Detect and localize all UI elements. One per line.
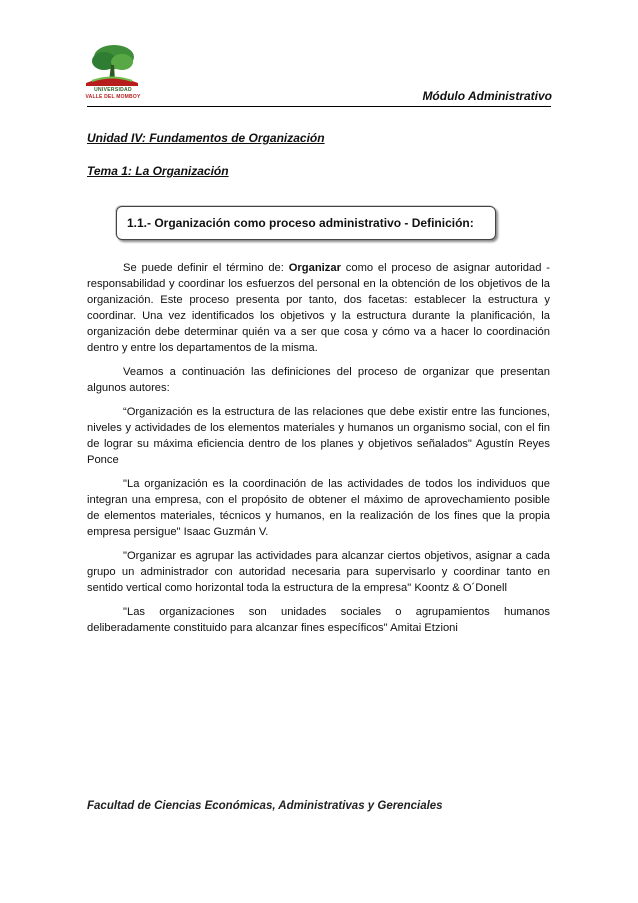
logo-text-line1: UNIVERSIDAD bbox=[94, 87, 132, 93]
paragraph-text: como el proceso de asignar autoridad - responsabilidad y coordinar los esfuerzos del personal en la obtención de los objetivos de la organización. Este proceso presenta por tanto, dos facetas: establecer la estructura y coordinar. Una vez identificados los objetivos y la estructura durante la planificación, la organización debe determinar quién va a ser que cosa y cómo va a hacer lo coordinación dentro y entre los departamentos de la misma. bbox=[87, 262, 550, 354]
body-text bbox=[87, 260, 550, 644]
university-logo bbox=[78, 43, 148, 105]
bold-term: Organizar bbox=[288, 262, 341, 274]
header-divider bbox=[87, 106, 551, 107]
quote-guzman: "La organización es la coordinación de las actividades de todos los individuos que integran una empresa, con el propósito de obtener el máximo de aprovechamiento posible de elementos materiales, técnicos y humanos, en la realización de los fines que la propia empresa persigue" Isaac Guzmán V. bbox=[87, 478, 550, 538]
paragraph-intro: Veamos a continuación las definiciones del proceso de organizar que presentan algunos autores: bbox=[87, 366, 550, 394]
topic-heading: Tema 1: La Organización bbox=[87, 164, 229, 178]
logo-text-line2: VALLE DEL MOMBOY bbox=[85, 94, 141, 100]
unit-heading: Unidad IV: Fundamentos de Organización bbox=[87, 131, 325, 145]
header-title: Módulo Administrativo bbox=[422, 89, 552, 103]
page-footer: Facultad de Ciencias Económicas, Administrativas y Gerenciales bbox=[87, 800, 443, 812]
quote-reyes-ponce: “Organización es la estructura de las relaciones que debe existir entre las funciones, niveles y actividades de los elementos materiales y humanos un organismo social, con el fin de lograr su máxima eficiencia dentro de los planes y objetivos señalados" Agustín Reyes Ponce bbox=[87, 406, 550, 466]
paragraph-text: Se puede definir el término de: bbox=[123, 262, 289, 274]
section-title: 1.1.- Organización como proceso administrativo - Definición: bbox=[127, 216, 474, 230]
quote-koontz: "Organizar es agrupar las actividades para alcanzar ciertos objetivos, asignar a cada grupo un administrador con autoridad necesaria para supervisarlo y coordinar tanto en sentido vertical como horizontal toda la estructura de la empresa" Koontz & O´Donell bbox=[87, 550, 550, 594]
tree-logo-icon bbox=[84, 43, 140, 87]
quote-etzioni: "Las organizaciones son unidades sociales o agrupamientos humanos deliberadamente constituido para alcanzar fines específicos" Amitai Etzioni bbox=[87, 606, 550, 634]
section-title-box bbox=[116, 206, 496, 240]
paragraph-definition bbox=[87, 260, 550, 356]
